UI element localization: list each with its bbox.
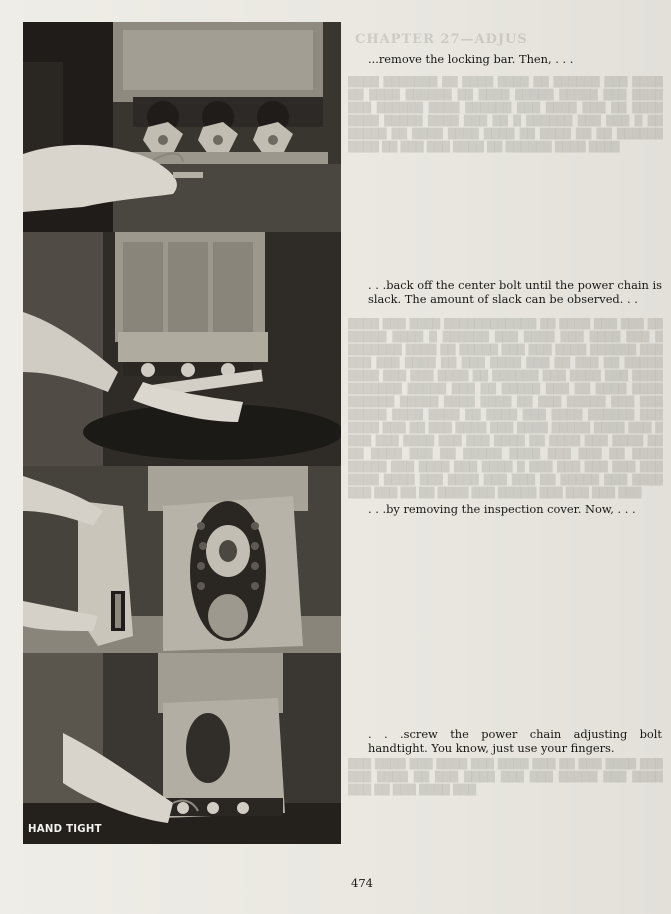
photo-remove-inspection-cover: [23, 466, 341, 653]
hand-tight-overlay-label: HAND TIGHT: [28, 822, 102, 835]
photo-column: [23, 22, 341, 844]
caption-step-1: ...remove the locking bar. Then, . . .: [368, 52, 574, 66]
caption-step-4: . . .screw the power chain adjusting bolt handtight. You know, just use your fingers.: [368, 727, 662, 756]
bleed-through-text: ███ ████ ███ ████ ███ ████ ███ ██ ███ ████ ███ ███ ████ ██ ███ ████ ███ ███ █████ ███ ████ ███ ██ ███ ████ ███: [348, 759, 663, 796]
caption-step-2: . . .back off the center bolt until the power chain is slack. The amount of slack can be observed. . .: [368, 278, 662, 307]
chapter-heading-bleed-through: CHAPTER 27—ADJUS: [355, 32, 528, 47]
photo-back-off-center-bolt: [23, 232, 341, 466]
page-number: 474: [351, 876, 373, 890]
photo-remove-locking-bar: [23, 22, 341, 232]
photo-hand-tight-adjusting-bolt: [23, 653, 341, 844]
caption-step-3: . . .by removing the inspection cover. Now, . . .: [368, 502, 636, 516]
bleed-through-text: ████ ███████ ██ ████ ████ ██ ██████ ███ ████ ██ ████ ██████ ██ ████ █████ █████ ███ ████ ███ ██████ ████ ██████ ███ ████ ███ ██ ████ ████ █████ ████ ███ ██ █ ██████ ███ ███ █ ██ █████ ██ ████ ████ ████ ██ ████ ██ ██ ██████ ████ ██ ███ ███ ████ ██ ██████ ████ ████: [348, 77, 663, 153]
bleed-through-text: ████ ███ ████ ████████████ ██ ████ ███ ███ ██ █████ ████ █ ██████ ███ ████ ███ ████ ███ █ ███████ ████ ██ █████ ███ ███ ████ ██████ ███ ███ ███ ████ ██ ███ ████ ███ ██ ███ ██ █████ ████ ███ ███ ████ ██ ██████ ███ ████ ███ ████ ███████ █████ ███ ██ █████ ███ ██ ████ ████ ██████ █████ ████ ████ ██ ███ █████ ███ ███ █████ ████ ████ ██ ████ ███ ████ ██████ ███ ████ ███ ██ ███ ████ ███ ████ █████ ████ ███ █ ███ ███ ████ ███ ███ ████ ██ ████ ███ ████ ██ ██ ████ ███ ██ █████ ████ ███ ███ ██ ████ █████ ███ ████ ███ ████ █ ███ ███ ███ ███ ███ ████ ████ ███ ████ ███ ███ ██ █████ ███ ████ ███ ███ ██ ██ ████ ███ █████ ███ ███ ███ ███: [348, 319, 663, 499]
